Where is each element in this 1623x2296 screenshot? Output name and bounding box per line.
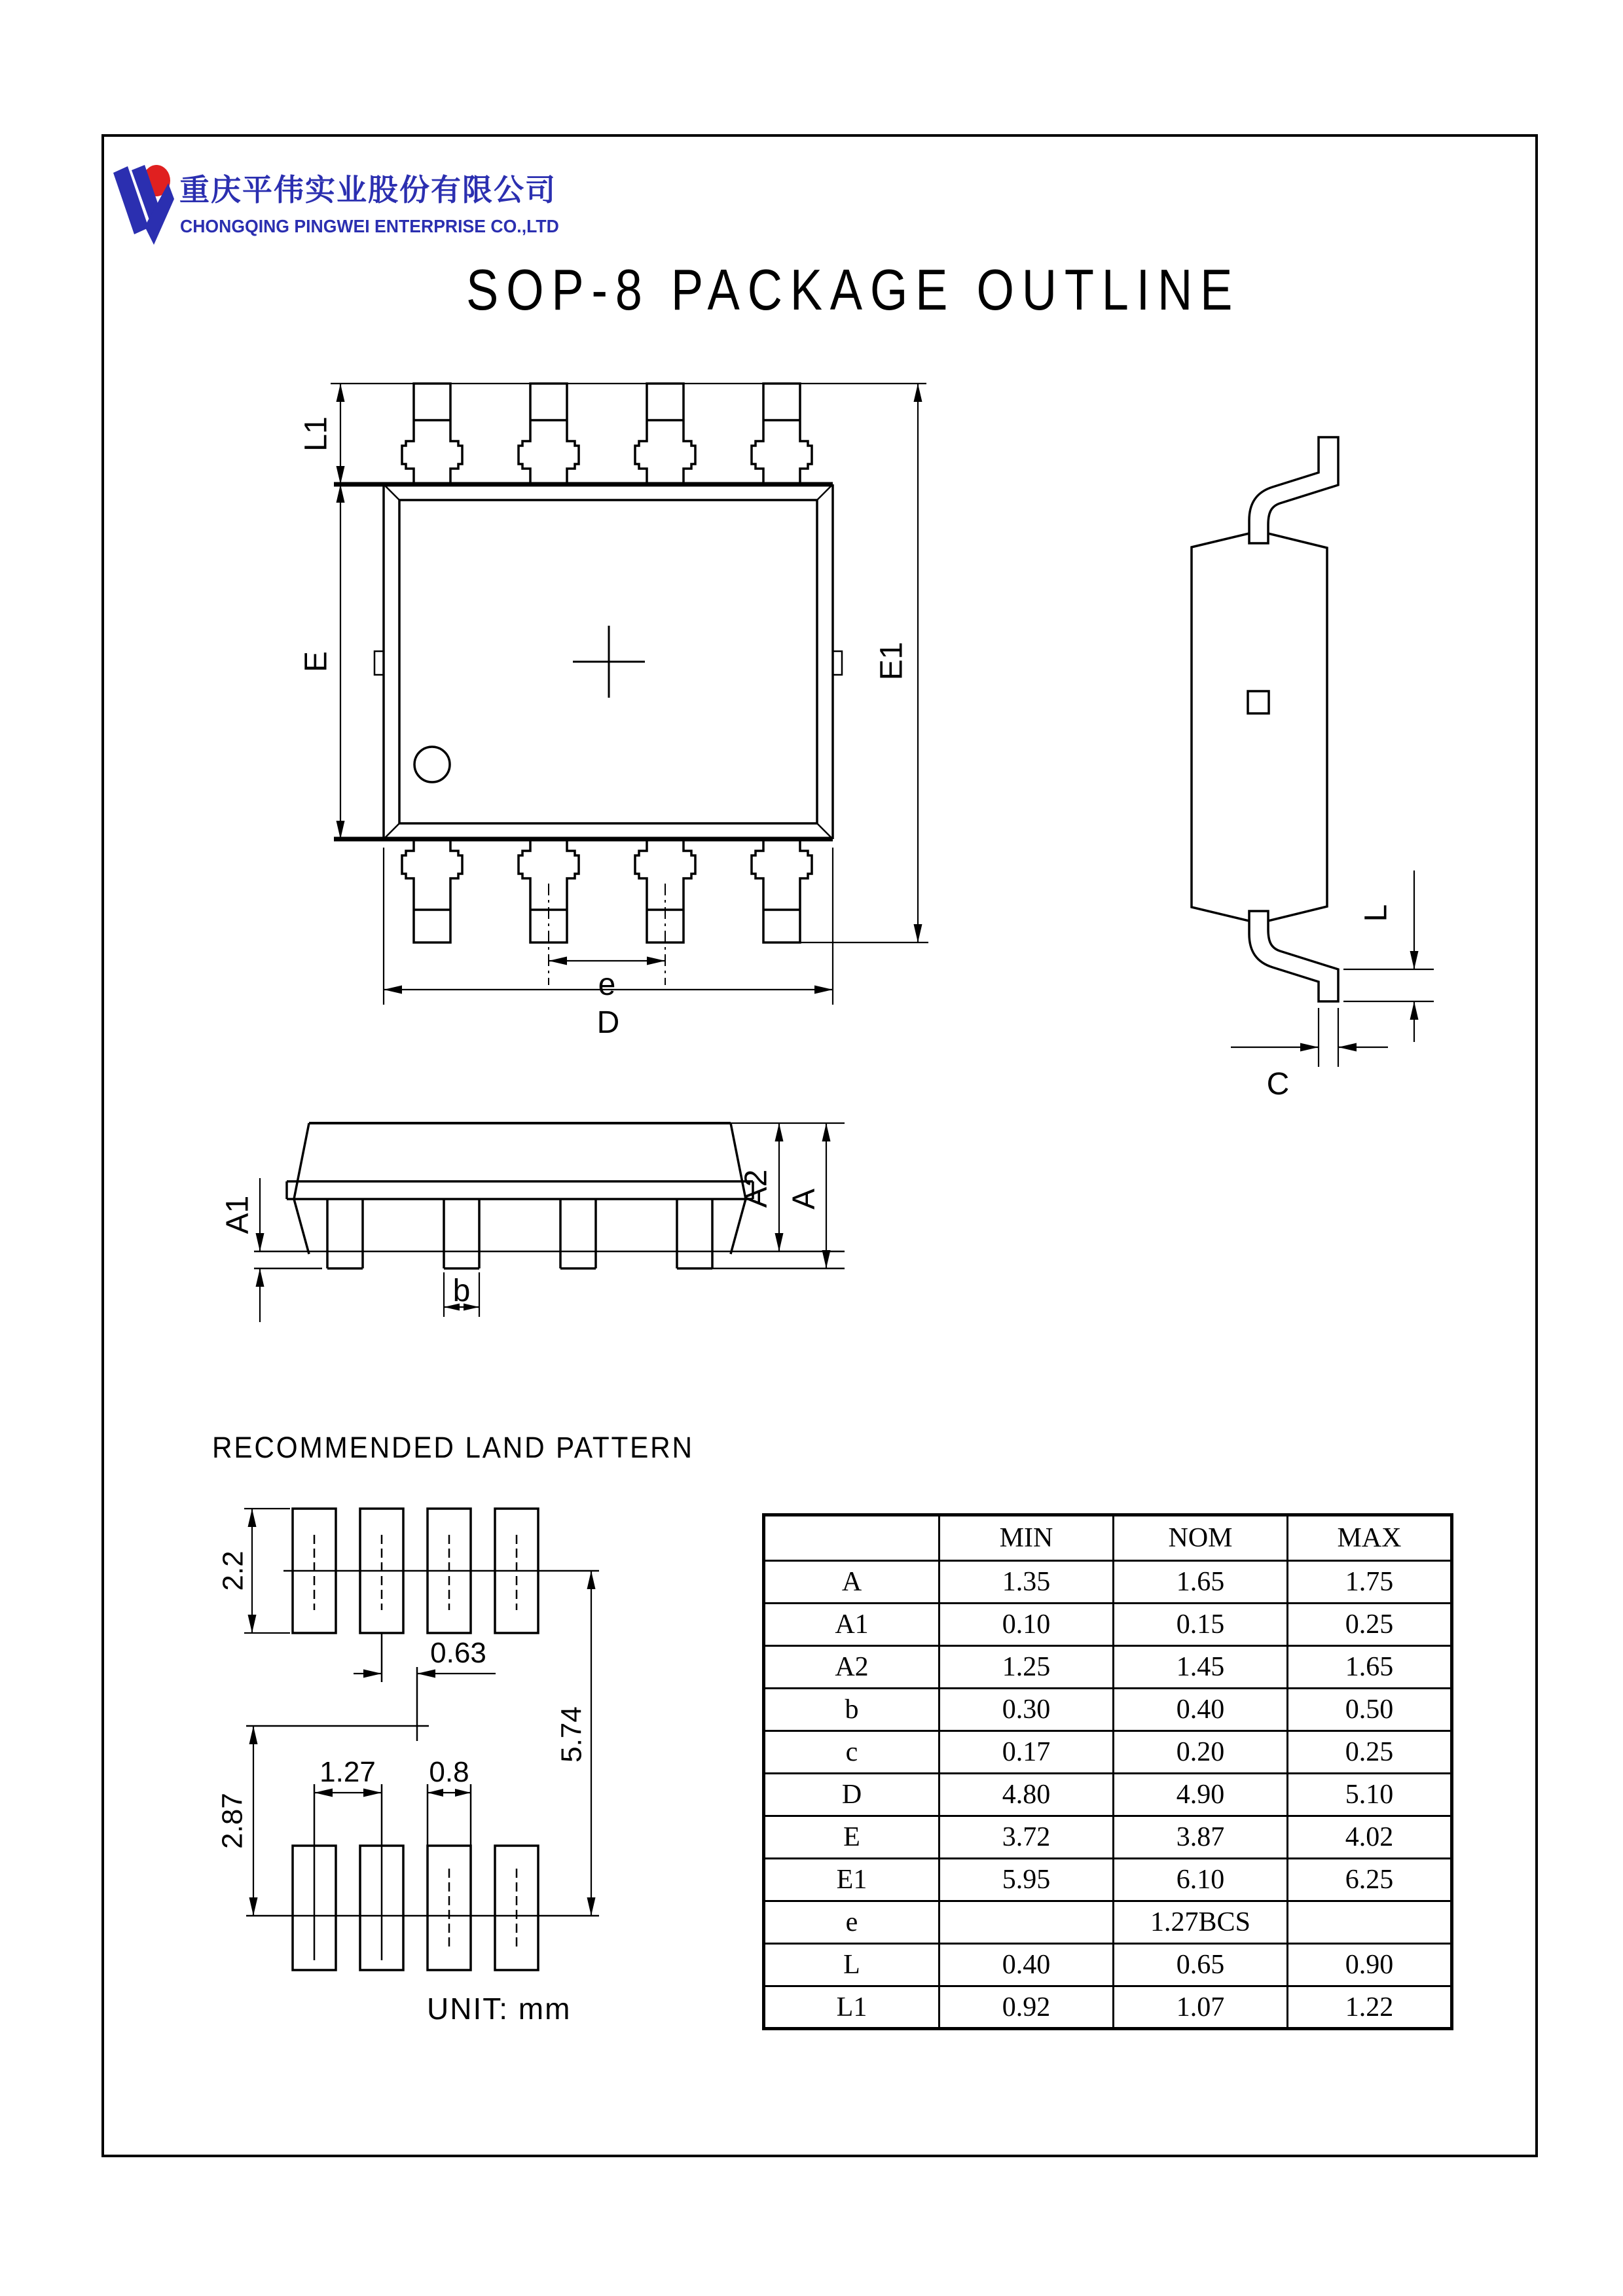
- dim-label-e-pitch: e: [598, 967, 616, 1002]
- side-view-drawing: [1192, 437, 1434, 1102]
- dim-label-d: D: [596, 1005, 620, 1040]
- cell-nom: 1.07: [1114, 1986, 1288, 2029]
- land-pattern-drawing: [217, 1509, 600, 1970]
- cell-max: 0.25: [1288, 1604, 1452, 1646]
- package-body-side-view: [1192, 533, 1327, 921]
- dim-label-a: A: [786, 1188, 822, 1210]
- dim-center-offset: [354, 1633, 496, 1741]
- cell-nom: 1.27BCS: [1114, 1901, 1288, 1944]
- unit-note: UNIT: mm: [427, 1992, 572, 2026]
- cell-max: 4.02: [1288, 1816, 1452, 1859]
- cell-nom: 0.40: [1114, 1689, 1288, 1731]
- cell-symbol: A2: [764, 1646, 939, 1689]
- cell-min: 4.80: [939, 1774, 1114, 1816]
- cell-nom: 1.45: [1114, 1646, 1288, 1689]
- cell-min: 3.72: [939, 1816, 1114, 1859]
- front-view-drawing: [221, 1123, 845, 1322]
- table-row: [764, 1731, 1452, 1774]
- top-pins: [402, 384, 812, 484]
- cell-min: 0.30: [939, 1689, 1114, 1731]
- dim-label-c: C: [1266, 1067, 1290, 1102]
- front-body-left-side: [294, 1123, 309, 1254]
- dim-label-pad-height: 2.2: [217, 1551, 249, 1591]
- table-header-row: [764, 1515, 1452, 1561]
- cell-max: 6.25: [1288, 1859, 1452, 1901]
- company-name-cn: 重庆平伟实业股份有限公司: [179, 173, 556, 207]
- cell-max: 0.90: [1288, 1944, 1452, 1986]
- dim-e-body: [299, 484, 345, 839]
- table-row: [764, 1901, 1452, 1944]
- dim-label-pad-pitch: 1.27: [319, 1756, 376, 1788]
- cell-max: 0.50: [1288, 1689, 1452, 1731]
- table-row: [764, 1604, 1452, 1646]
- dim-l: [1343, 870, 1434, 1042]
- right-side-tab: [833, 651, 842, 675]
- cell-symbol: e: [764, 1901, 939, 1944]
- pin1-marker: [414, 747, 450, 782]
- table-row: [764, 1689, 1452, 1731]
- cell-min: 1.35: [939, 1561, 1114, 1604]
- dim-a2: [731, 1123, 845, 1251]
- dim-label-e1: E1: [874, 641, 909, 681]
- dim-row-span: [556, 1571, 596, 1916]
- dim-a1: [221, 1178, 264, 1322]
- cell-symbol: b: [764, 1689, 939, 1731]
- bottom-gull-wing-lead: [1249, 911, 1338, 1001]
- page-title: SOP-8 PACKAGE OUTLINE: [466, 257, 1241, 322]
- front-view-legs: [327, 1199, 712, 1268]
- dim-label-l: L: [1359, 904, 1394, 922]
- package-body-top-view: [334, 484, 842, 839]
- left-side-tab: [374, 651, 384, 675]
- top-gull-wing-lead: [1249, 437, 1338, 543]
- land-pads-bottom-row: [293, 1846, 538, 1970]
- table-row: [764, 1646, 1452, 1689]
- dim-label-e-body: E: [299, 651, 334, 673]
- cell-min: 5.95: [939, 1859, 1114, 1901]
- company-name-en: CHONGQING PINGWEI ENTERPRISE CO.,LTD: [180, 216, 559, 236]
- cell-symbol: E: [764, 1816, 939, 1859]
- dim-label-a1: A1: [220, 1195, 255, 1234]
- top-view-drawing: [299, 384, 929, 1040]
- dim-pad-width: [428, 1756, 471, 1846]
- cell-min: 0.17: [939, 1731, 1114, 1774]
- dim-e1: [800, 384, 928, 942]
- dim-label-pad-width: 0.8: [429, 1756, 469, 1788]
- dimension-table: [762, 1513, 1453, 2030]
- dim-pad-height: [217, 1509, 291, 1633]
- header-nom: NOM: [1114, 1515, 1288, 1561]
- company-logo-mark: [112, 164, 174, 247]
- cell-nom: 0.65: [1114, 1944, 1288, 1986]
- cell-nom: 0.20: [1114, 1731, 1288, 1774]
- center-cross-mark: [573, 626, 645, 698]
- header-symbol: [764, 1515, 939, 1561]
- cell-min: 0.40: [939, 1944, 1114, 1986]
- dim-c: [1231, 1008, 1388, 1102]
- company-logo: [112, 164, 174, 251]
- cell-nom: 3.87: [1114, 1816, 1288, 1859]
- cell-symbol: c: [764, 1731, 939, 1774]
- header-min: MIN: [939, 1515, 1114, 1561]
- cell-symbol: L: [764, 1944, 939, 1986]
- cell-nom: 4.90: [1114, 1774, 1288, 1816]
- cell-min: 0.92: [939, 1986, 1114, 2029]
- dim-label-a2: A2: [739, 1169, 774, 1208]
- dim-label-half-row-span: 2.87: [216, 1793, 249, 1849]
- dim-b: [444, 1272, 479, 1317]
- dim-half-row-span: [217, 1726, 258, 1916]
- cell-max: [1288, 1901, 1452, 1944]
- cell-nom: 1.65: [1114, 1561, 1288, 1604]
- table-row: [764, 1944, 1452, 1986]
- table-row: [764, 1859, 1452, 1901]
- cell-max: 1.75: [1288, 1561, 1452, 1604]
- lead-frame-band: [287, 1181, 753, 1199]
- table-row: [764, 1774, 1452, 1816]
- dim-label-center-offset: 0.63: [430, 1637, 486, 1669]
- cell-min: [939, 1901, 1114, 1944]
- bottom-pins: [402, 839, 812, 942]
- header-max: MAX: [1288, 1515, 1452, 1561]
- land-pattern-heading: RECOMMENDED LAND PATTERN: [212, 1431, 694, 1464]
- dim-a: [787, 1123, 831, 1268]
- cell-max: 5.10: [1288, 1774, 1452, 1816]
- dim-pad-pitch: [314, 1756, 382, 1960]
- cell-max: 1.22: [1288, 1986, 1452, 2029]
- cell-nom: 0.15: [1114, 1604, 1288, 1646]
- table-row: [764, 1816, 1452, 1859]
- dim-l1: [299, 384, 345, 484]
- cell-nom: 6.10: [1114, 1859, 1288, 1901]
- cell-max: 0.25: [1288, 1731, 1452, 1774]
- cell-symbol: A1: [764, 1604, 939, 1646]
- cell-symbol: E1: [764, 1859, 939, 1901]
- dim-label-l1: L1: [299, 416, 334, 452]
- cell-symbol: D: [764, 1774, 939, 1816]
- dim-label-row-span: 5.74: [555, 1706, 588, 1763]
- cell-symbol: L1: [764, 1986, 939, 2029]
- dim-label-b: b: [452, 1274, 471, 1308]
- table-row: [764, 1986, 1452, 2029]
- cell-max: 1.65: [1288, 1646, 1452, 1689]
- cell-symbol: A: [764, 1561, 939, 1604]
- table-row: [764, 1561, 1452, 1604]
- cell-min: 1.25: [939, 1646, 1114, 1689]
- dim-d: [384, 848, 833, 1040]
- cell-min: 0.10: [939, 1604, 1114, 1646]
